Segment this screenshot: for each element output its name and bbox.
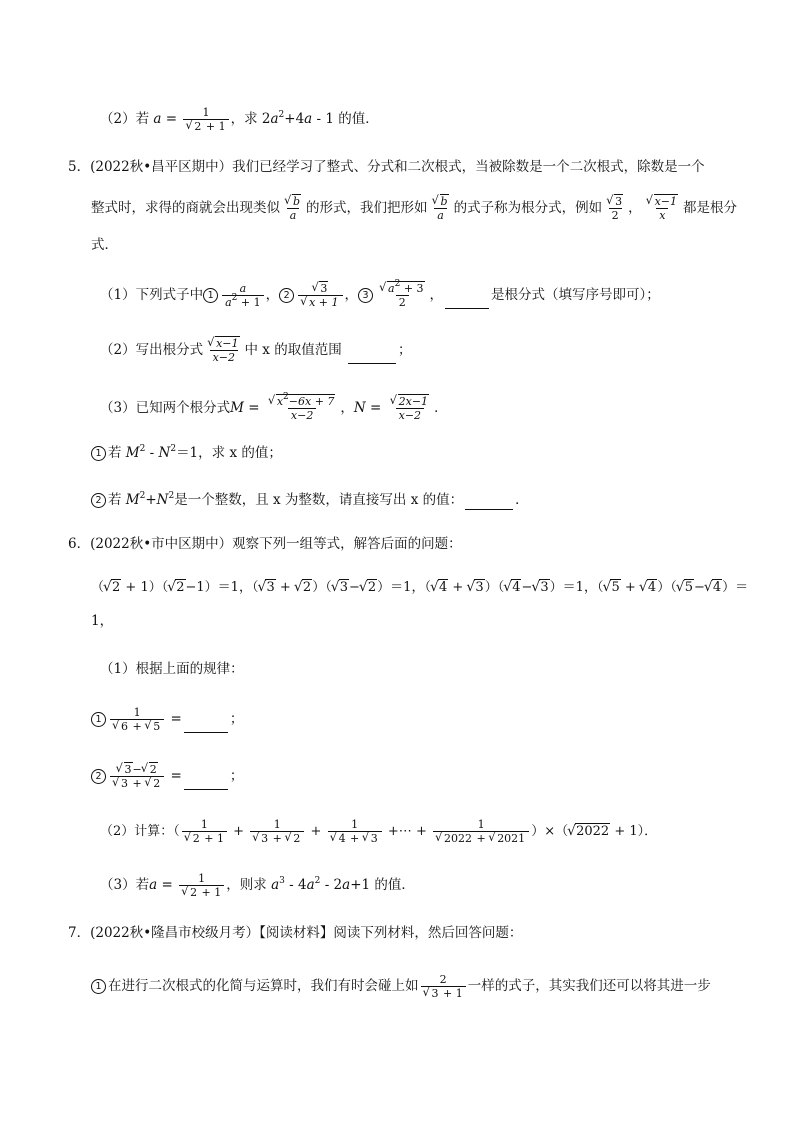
sqrt: √ 2 [186, 120, 202, 133]
q4-part2: （2）若 a = 1 √ 2 + 1 ，求 $2a^2+4a - 1$ 的值． [100, 106, 379, 133]
q5-line2: 整式时，求得的商就会出现类似 √ $\frac{b}{a}$ 的形式，我们把形如 √ $\frac{b}{a}$ 的式子称为根分式，例如 √ $\frac{3}{2}$ ， √ $\frac{x-1}{x}$ 都是根分 [91, 195, 737, 222]
fraction: √ $\frac{a^2 + 3}{2}$ [377, 282, 428, 309]
circled-number: 3 [358, 288, 373, 303]
fraction: √ $\frac{x^2-6x + 7}{x-2}$ [266, 395, 339, 422]
fraction: 1 √ 4 + √ 3 [328, 818, 382, 845]
fraction: √ $\frac{2x-1}{x-2}$ [388, 395, 432, 422]
circled-number: 1 [91, 979, 106, 994]
q6-r1: 1 1 √ 6 + √ 5 = ； [91, 706, 243, 733]
fraction: 1 √ 2 + 1 [183, 106, 228, 133]
answer-blank[interactable] [445, 308, 489, 309]
fraction: √ 3−√ 2 √ 3 + √ 2 [110, 763, 164, 790]
circled-number: 1 [91, 446, 106, 461]
answer-blank[interactable] [184, 732, 228, 733]
answer-blank[interactable] [465, 509, 513, 510]
q7-header: 7．(2022秋•隆昌市校级月考）【阅读材料】阅读下列材料，然后回答问题： [68, 925, 523, 941]
fraction: 1 √ 6 + √ 5 [110, 706, 164, 733]
q6-equations: （√ 2 + 1）（√ 2−1）＝1，（√ 3 + √ 2）（√ 3−√ 2）＝1，（√ 4 + √ 3）（√ 4−√ 3）＝1，（√ 5 + √ 4）（√ 5−√ 4）＝ [91, 578, 748, 598]
q5-header: 5．(2022秋•昌平区期中）我们已经学习了整式、分式和二次根式，当被除数是一个二次根式，除数是一个 [68, 159, 705, 175]
q6-eq-line2: 1， [91, 613, 114, 629]
circled-number: 2 [91, 769, 106, 784]
fraction: √ 3 √ x + 1 [298, 282, 342, 309]
q6-header: 6．(2022秋•市中区期中）观察下列一组等式，解答后面的问题： [68, 536, 462, 552]
answer-blank[interactable] [184, 789, 228, 790]
q5-sub2: 2 若 $M^2+N^2$是一个整数，且 x 为整数，请直接写出 x 的值： ． [91, 490, 529, 510]
answer-blank[interactable] [348, 363, 396, 364]
circled-number: 2 [91, 493, 106, 508]
fraction: $\frac{a}{a^2 + 1}$ [222, 282, 264, 309]
fraction: √ $\frac{3}{2}$ [604, 195, 626, 222]
circled-number: 1 [91, 712, 106, 727]
q6-part1: （1）根据上面的规律： [100, 661, 244, 677]
fraction: 2 √ 3 + 1 [421, 973, 466, 1000]
q6-r2: 2 √ 3−√ 2 √ 3 + √ 2 = ； [91, 763, 243, 790]
q5-line3: 式． [91, 237, 118, 253]
fraction: √ $\frac{x-1}{x-2}$ [205, 337, 242, 364]
fraction: √ $\frac{b}{a}$ [430, 195, 452, 222]
q6-part3: （3）若a = 1 √ 2 + 1 ，则求 $a^3 - 4a^2 - 2a+1$ 的值． [100, 872, 415, 899]
q6-part2: （2）计算：（ 1 √ 2 + 1 + 1 √ 3 + √ 2 + 1 √ 4 + √ 3 +⋯ + 1 √ 2022 + √ 2021 ）×（√ 2022 + 1）． [100, 818, 657, 845]
fraction: 1 √ 2022 + √ 2021 [433, 818, 529, 845]
q5-part1: （1）下列式子中 1 $\frac{a}{a^2 + 1}$ ， 2 √ 3 √ x + 1 ， 3 √ $\frac{a^2 + 3}{2}$ ， 是根分式（填写序号即可）； [100, 282, 660, 309]
fraction: 1 √ 3 + √ 2 [250, 818, 304, 845]
fraction: √ $\frac{b}{a}$ [282, 195, 304, 222]
q7-line2: 1 在进行二次根式的化简与运算时，我们有时会碰上如 2 √ 3 + 1 一样的式子，其实我们还可以将其进一步 [91, 973, 711, 1000]
fraction: 1 √ 2 + 1 [179, 872, 224, 899]
circled-number: 2 [279, 288, 294, 303]
fraction: 1 √ 2 + 1 [182, 818, 227, 845]
fraction: √ $\frac{x-1}{x}$ [644, 195, 681, 222]
q5-part2: （2）写出根分式 √ $\frac{x-1}{x-2}$ 中 x 的取值范围 ； [100, 337, 412, 364]
q5-sub1: 1 若 $M^2 - N^2=1$，求 x 的值； [91, 443, 282, 463]
circled-number: 1 [203, 288, 218, 303]
q5-part3: （3）已知两个根分式M = √ $\frac{x^2-6x + 7}{x-2}$ ，N = √ $\frac{2x-1}{x-2}$ ． [100, 395, 448, 422]
